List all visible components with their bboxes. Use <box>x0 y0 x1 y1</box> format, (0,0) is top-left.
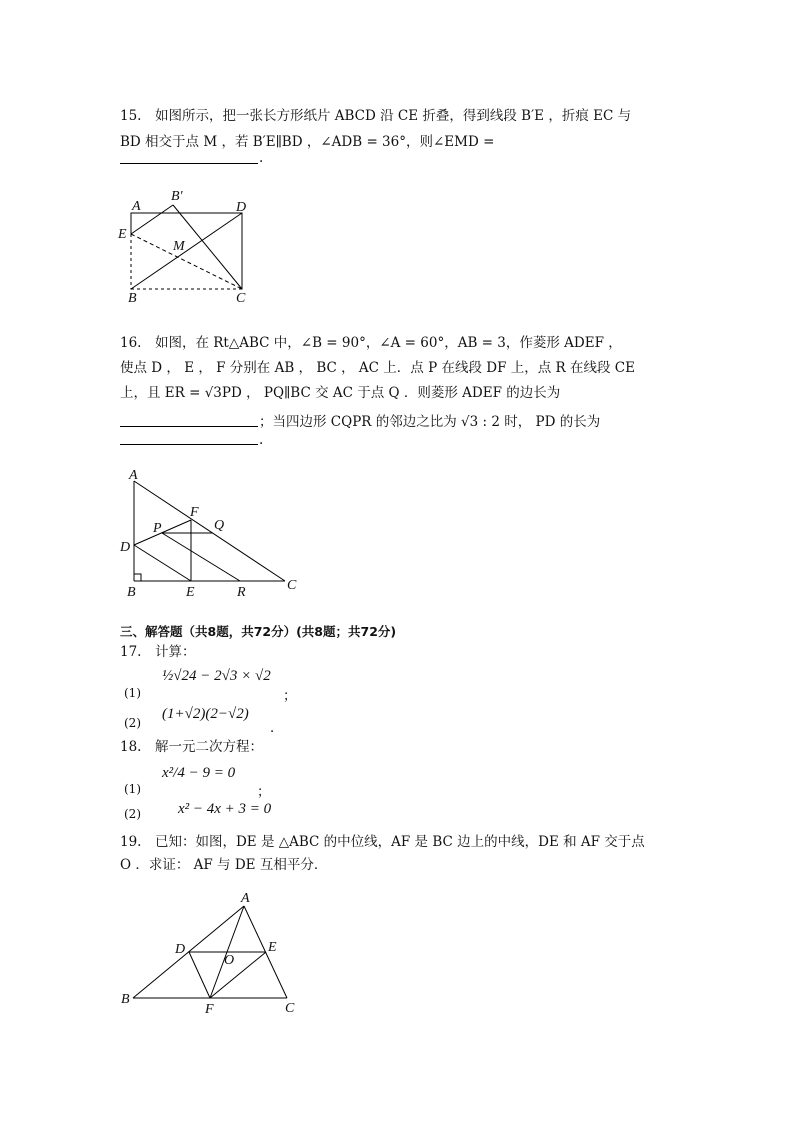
q19-label-c: C <box>285 1001 295 1016</box>
q19-line-2: O ．求证： AF 与 DE 互相平分． <box>120 857 328 873</box>
q18-part1-end: ； <box>257 784 271 800</box>
q18-title: 18. 解一元二次方程： <box>120 739 263 755</box>
q17-title: 17. 计算： <box>120 644 196 660</box>
q16-line-3: 上，且 ER = √3PD ， PQ∥BC 交 AC 于点 Q ．则菱形 ADEF 的边长为 <box>120 385 561 401</box>
q17-part2-end: ． <box>270 720 284 736</box>
q16-label-b: B <box>127 585 136 600</box>
q15-blank-period: . <box>259 150 264 166</box>
q15-label-c: C <box>236 291 246 306</box>
q16-label-r: R <box>237 585 246 600</box>
q15-label-bprime: B′ <box>171 189 183 204</box>
q19-label-a: A <box>241 891 250 906</box>
q17-part1-expression: ½√24 − 2√3 × √2 <box>162 668 271 684</box>
q17-part1-number: (1) <box>124 686 141 700</box>
q16-label-c: C <box>287 578 297 593</box>
q15-label-d: D <box>236 200 247 215</box>
q15-label-e: E <box>118 227 127 242</box>
q15-label-b: B <box>128 291 137 306</box>
q19-label-o: O <box>224 953 235 968</box>
q19-label-b: B <box>121 992 130 1007</box>
q16-label-p: P <box>153 521 162 536</box>
q18-part2-number: (2) <box>124 807 141 821</box>
q16-label-f: F <box>190 505 199 520</box>
section-3-heading: 三、解答题（共8题，共72分）(共8题；共72分) <box>120 624 397 639</box>
q16-label-d: D <box>120 540 131 555</box>
q15-label-a: A <box>132 199 141 214</box>
q17-part1-end: ； <box>283 688 297 704</box>
q19-label-f: F <box>205 1002 214 1017</box>
q18-part1-expression: x²/4 − 9 = 0 <box>162 765 236 781</box>
q18-part1-number: (1) <box>124 782 141 796</box>
q16-line-1: 16. 如图，在 Rt△ABC 中，∠B = 90°，∠A = 60°，AB = 3，作菱形 ADEF ， <box>120 335 622 351</box>
q16-line-4: ；当四边形 CQPR 的邻边之比为 √3 : 2 时， PD 的长为 <box>259 414 601 430</box>
q16-line-2: 使点 D ， E ， F 分别在 AB ， BC ， AC 上．点 P 在线段 DF 上，点 R 在线段 CE <box>120 360 635 376</box>
q17-part2-number: (2) <box>124 716 141 730</box>
q15-label-m: M <box>173 239 185 254</box>
q19-line-1: 19. 已知：如图，DE 是 △ABC 的中位线，AF 是 BC 边上的中线，DE 和 AF 交于点 <box>120 834 645 850</box>
q16-label-q: Q <box>214 518 225 533</box>
q16-blank-period: . <box>259 432 264 448</box>
q16-label-e: E <box>186 585 195 600</box>
q18-part2-expression: x² − 4x + 3 = 0 <box>178 801 272 817</box>
q15-line-2: BD 相交于点 M ，若 B′E∥BD ，∠ADB = 36°，则∠EMD = <box>120 134 495 150</box>
q15-line-1: 15. 如图所示，把一张长方形纸片 ABCD 沿 CE 折叠，得到线段 B′E ，折痕 EC 与 <box>120 108 632 124</box>
q16-label-a: A <box>129 468 138 483</box>
q19-label-d: D <box>175 942 186 957</box>
q19-label-e: E <box>268 940 277 955</box>
q17-part2-expression: (1+√2)(2−√2) <box>162 706 249 722</box>
